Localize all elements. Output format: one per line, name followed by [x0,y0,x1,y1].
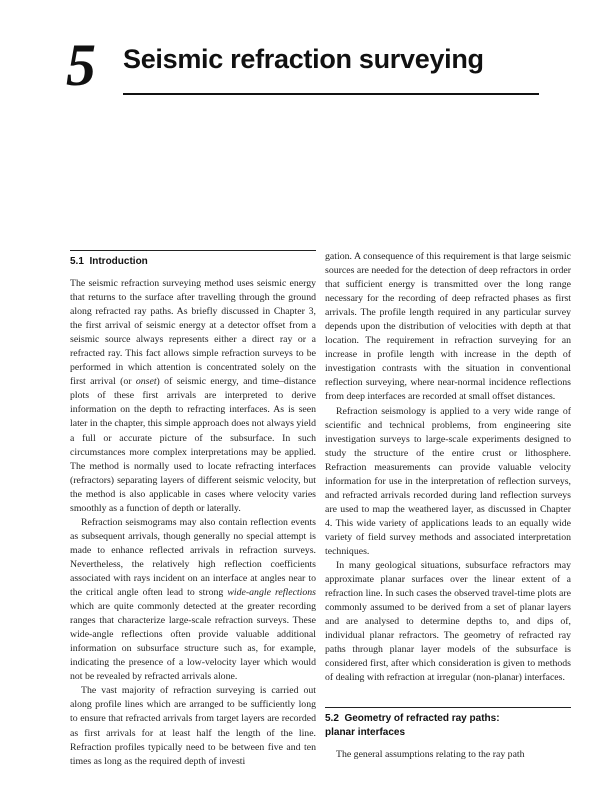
chapter-title-rule [123,93,539,95]
section-title-cont: planar interfaces [325,727,406,739]
left-column [70,250,316,769]
italic-term: wide-angle reflections [227,587,316,599]
italic-term: onset [135,376,157,388]
section-rule [70,250,316,251]
section-number: 5.1 [70,256,84,267]
section-heading-5-2 [325,712,571,740]
section-number: 5.2 [325,713,339,725]
right-column [325,250,571,763]
paragraph: Refraction seismology is applied to a very wide range of scientific and technical problems, from engineering site investigation surveys to large-scale experiments designed to study the structure of the entire crust or lithosphere. Refraction measurements can provide valuable velocity information for use in the interpretation of reflection surveys, and refracted arrivals recorded during land reflection surveys are used to map the weathered layer, as discussed in Chapter 4. This wide variety of applications leads to an equally wide variety of field survey methods and associated interpretation techniques. [325,405,571,557]
section-title: Introduction [89,256,148,267]
paragraph: The vast majority of refraction surveying is carried out along profile lines which are arranged to be sufficiently long to ensure that refracted arrivals from target layers are recorded as first arrivals for at least half the length of the line. Refraction profiles typically need to be between five and ten times as long as the required depth of investi [70,685,316,767]
section-heading-5-1 [70,255,316,269]
chapter-title: Seismic refraction surveying [123,44,484,74]
section-rule [325,707,571,708]
section-title: Geometry of refracted ray paths: [344,713,500,725]
paragraph: Refraction seismograms may also contain reflection events as subsequent arrivals, though generally no special attempt is made to enhance reflected arrivals in refraction surveys. Nevertheless, the relatively high reflection coefficients associated with rays incident on an interface at angles near to the critical angle often lead to strong wide-angle reflections which are quite commonly detected at the greater recording ranges that characterize large-scale refraction surveys. These wide-angle reflections often provide valuable additional information on subsurface structure such as, for example, indicating the presence of a low-velocity layer which would not be revealed by refracted arrivals alone. [70,516,316,683]
paragraph: In many geological situations, subsurface refractors may approximate planar surfaces over the linear extent of a refraction line. In such cases the observed travel-time plots are commonly assumed to be derived from a set of planar layers and are analysed to determine depths to, and dips of, individual planar refractors. The geometry of refracted ray paths through planar layer models of the subsurface is considered first, after which consideration is given to methods of dealing with refraction at irregular (non-planar) interfaces. [325,560,571,684]
paragraph: gation. A consequence of this requirement is that large seismic sources are needed for the detection of deep refractors in order that sufficient energy is transmitted over the long range necessary for the recording of deep refracted phases as first arrivals. The profile length required in any particular survey depends upon the distribution of velocities with depth at that location. The requirement in refraction surveying for an increase in profile length with increase in the depth of investigation contrasts with the situation in conventional reflection surveying, where near-normal incidence reflections from deep interfaces are recorded at small offset distances. [325,251,571,403]
paragraph: The general assumptions relating to the ray path [336,749,525,761]
paragraph: The seismic refraction surveying method uses seismic energy that returns to the surface after travelling through the ground along refracted ray paths. As briefly discussed in Chapter 3, the first arrival of seismic energy at a detector offset from a seismic source always represents either a direct ray or a refracted ray. This fact allows simple refraction surveys to be performed in which attention is concentrated solely on the first arrival (or onset) of seismic energy, and time–distance plots of these first arrivals are interpreted to derive information on the depth to refracting interfaces. As is seen later in the chapter, this simple approach does not always yield a full or accurate picture of the subsurface. In such circumstances more complex interpretations may be applied. The method is normally used to locate refracting interfaces (refractors) separating layers of different seismic velocity, but the method is also applicable in cases where velocity varies smoothly as a function of depth or laterally. [70,278,316,514]
chapter-number: 5 [66,32,96,98]
